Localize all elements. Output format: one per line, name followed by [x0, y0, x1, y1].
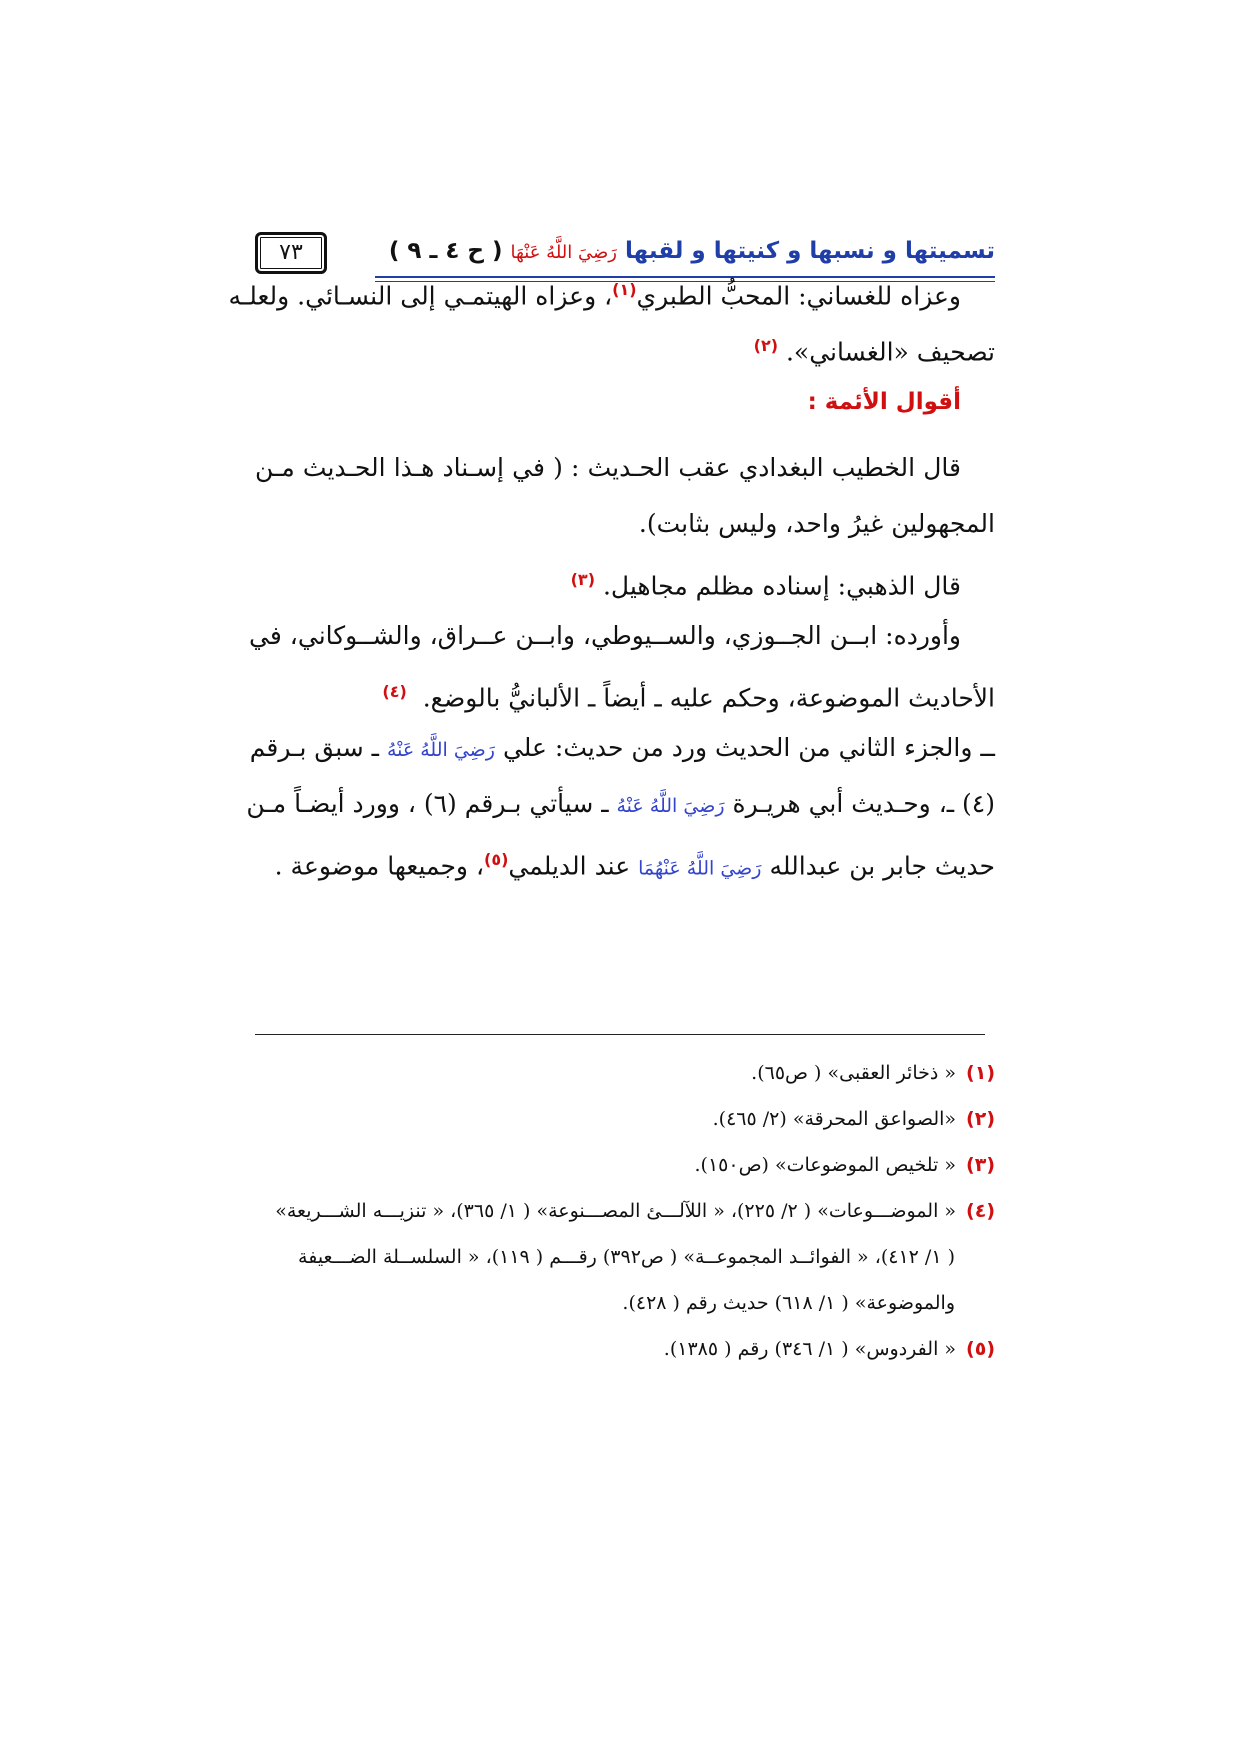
- honorific: رَضِيَ اللَّهُ عَنْهُ: [386, 739, 495, 761]
- footnote-marker[interactable]: (١): [612, 280, 637, 299]
- footnote: [255, 1142, 995, 1188]
- footnote-continuation: والموضوعة» ( ١/ ٦١٨) حديث رقم ( ٤٢٨).: [622, 1292, 955, 1314]
- text-segment: ـ سبق بـرقم: [249, 733, 379, 762]
- text-segment: قال الذهبي: إسناده مظلم مجاهيل.: [602, 571, 961, 601]
- main-text: [228, 262, 995, 430]
- footnote-number[interactable]: (٤): [966, 1200, 995, 1222]
- footnote-marker[interactable]: (٢): [753, 336, 779, 355]
- honorific: رَضِيَ اللَّهُ عَنْهُ: [616, 795, 725, 817]
- footnote-text: « الموضـــوعات» ( ٢/ ٢٢٥)، « اللآلـــئ المصـــنوعة» ( ١/ ٣٦٥)، « تنزيـــه الشـــريعة»: [275, 1200, 957, 1222]
- header-title: [389, 238, 995, 264]
- footnote: [255, 1188, 995, 1234]
- footnote: [255, 1050, 995, 1096]
- text-line: [228, 262, 995, 318]
- footnote-text: « تلخيص الموضوعات» (ص١٥٠).: [694, 1154, 957, 1176]
- honorific: رَضِيَ اللَّهُ عَنْهُمَا: [638, 857, 762, 880]
- footnote: [255, 1096, 995, 1142]
- footnote-number[interactable]: (٢): [966, 1108, 995, 1130]
- text-segment: ، وجميعها موضوعة .: [274, 851, 485, 881]
- text-segment: حديث جابر بن عبدالله: [769, 851, 995, 881]
- footnote-text: « الفردوس» ( ١/ ٣٤٦) رقم ( ١٣٨٥).: [663, 1338, 957, 1360]
- section-heading: أقوال الأئمة :: [807, 389, 961, 415]
- text-line: [255, 552, 995, 608]
- text-segment: الأحاديث الموضوعة، وحكم عليه ـ أيضاً ـ الألبانيُّ بالوضع.: [422, 683, 995, 713]
- text-line: قال الخطيب البغدادي عقب الحـديث : ( في إسـناد هـذا الحـديث مـن: [255, 453, 961, 482]
- footnote-continuation: ( ١/ ٤١٢)، « الفوائــد المجموعــة» ( ص٣٩٢) رقـــم ( ١١٩)، « السلســلة الضـــعيفة: [298, 1246, 955, 1268]
- text-line: [246, 776, 995, 832]
- text-line: [255, 318, 995, 374]
- footnote-number[interactable]: (١): [966, 1062, 995, 1084]
- text-line: وأورده: ابــن الجــوزي، والســيوطي، وابــن عــراق، والشــوكاني، في: [249, 621, 961, 650]
- text-segment: تصحيف «الغساني».: [785, 337, 995, 367]
- text-segment: ـ سيأتي بـرقم (٦) ، وورد أيضـاً مـن: [246, 789, 609, 818]
- text-line: المجهولين غيرُ واحد، وليس بثابت).: [638, 509, 995, 538]
- footnotes: [255, 1050, 995, 1372]
- text-segment: ــ والجزء الثاني من الحديث ورد من حديث: علي: [502, 733, 995, 762]
- text-line: [255, 832, 995, 888]
- text-segment: (٤) ـ، وحـديث أبي هريـرة: [732, 789, 995, 818]
- header-honorific: رَضِيَ اللَّهُ عَنْهَا: [510, 242, 617, 263]
- footnote-number[interactable]: (٥): [966, 1338, 995, 1360]
- footnote-number[interactable]: (٣): [966, 1154, 995, 1176]
- text-line: [249, 720, 995, 776]
- footnote: [255, 1326, 995, 1372]
- footnote-marker[interactable]: (٤): [382, 682, 407, 701]
- text-segment: عند الديلمي: [508, 851, 631, 881]
- footnote-separator: [255, 1034, 985, 1035]
- header-title-text: تسميتها و نسبها و كنيتها و لقبها: [625, 238, 995, 264]
- text-segment: وعزاه للغساني: المحبُّ الطبري: [636, 281, 961, 311]
- main-text-2: [246, 440, 995, 888]
- text-segment: ، وعزاه الهيتمـي إلى النسـائي. ولعلـه: [228, 281, 613, 311]
- footnote-marker[interactable]: (٣): [570, 570, 595, 589]
- footnote-marker[interactable]: (٥): [484, 850, 509, 869]
- footnote-text: « ذخائر العقبى» ( ص٦٥).: [751, 1062, 957, 1084]
- header-range: ( ح ٤ ـ ٩ ): [388, 238, 503, 264]
- footnote-text: «الصواعق المحرقة» (٢/ ٤٦٥).: [712, 1108, 957, 1130]
- text-line: [255, 664, 995, 720]
- page-number: ٧٣: [255, 232, 327, 274]
